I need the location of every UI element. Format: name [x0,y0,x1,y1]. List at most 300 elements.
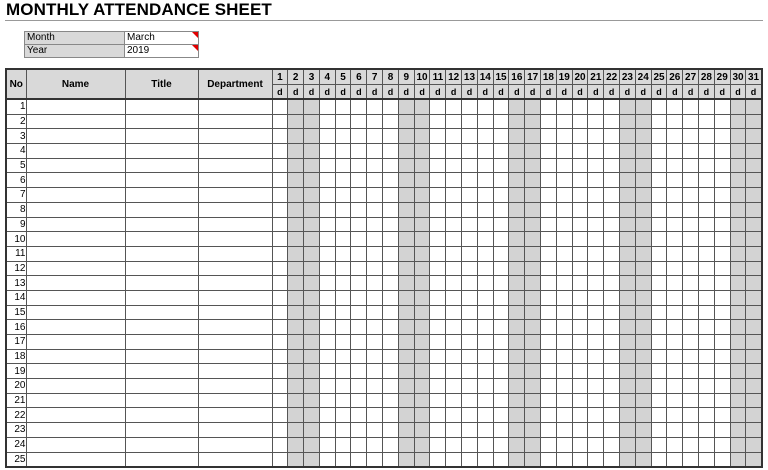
title-cell[interactable] [125,129,198,144]
day-31-cell[interactable] [746,408,762,423]
day-8-cell[interactable] [383,276,399,291]
day-18-cell[interactable] [541,349,557,364]
day-14-cell[interactable] [477,276,493,291]
day-10-cell[interactable] [414,114,430,129]
day-5-cell[interactable] [335,232,351,247]
day-14-cell[interactable] [477,320,493,335]
day-8-cell[interactable] [383,437,399,452]
day-3-cell[interactable] [304,379,320,394]
day-4-cell[interactable] [319,232,335,247]
day-24-cell[interactable] [635,437,651,452]
day-15-cell[interactable] [493,99,509,114]
day-19-cell[interactable] [556,423,572,438]
day-27-cell[interactable] [683,379,699,394]
day-11-cell[interactable] [430,114,446,129]
department-cell[interactable] [198,114,272,129]
day-3-cell[interactable] [304,290,320,305]
day-13-cell[interactable] [462,261,478,276]
day-28-cell[interactable] [699,364,715,379]
day-2-cell[interactable] [288,114,304,129]
department-cell[interactable] [198,129,272,144]
day-19-cell[interactable] [556,408,572,423]
day-9-cell[interactable] [398,379,414,394]
day-20-cell[interactable] [572,188,588,203]
name-cell[interactable] [26,393,125,408]
department-cell[interactable] [198,261,272,276]
day-12-cell[interactable] [446,423,462,438]
day-12-cell[interactable] [446,379,462,394]
day-16-cell[interactable] [509,217,525,232]
day-22-cell[interactable] [604,437,620,452]
day-10-cell[interactable] [414,437,430,452]
day-2-cell[interactable] [288,173,304,188]
name-cell[interactable] [26,232,125,247]
name-cell[interactable] [26,349,125,364]
day-26-cell[interactable] [667,290,683,305]
day-20-cell[interactable] [572,114,588,129]
day-18-cell[interactable] [541,379,557,394]
day-31-cell[interactable] [746,305,762,320]
day-14-cell[interactable] [477,408,493,423]
day-22-cell[interactable] [604,217,620,232]
day-22-cell[interactable] [604,129,620,144]
title-cell[interactable] [125,349,198,364]
day-7-cell[interactable] [367,290,383,305]
day-19-cell[interactable] [556,144,572,159]
day-12-cell[interactable] [446,276,462,291]
day-29-cell[interactable] [714,261,730,276]
day-20-cell[interactable] [572,452,588,467]
day-2-cell[interactable] [288,423,304,438]
day-12-cell[interactable] [446,452,462,467]
day-18-cell[interactable] [541,437,557,452]
day-17-cell[interactable] [525,305,541,320]
day-12-cell[interactable] [446,437,462,452]
day-18-cell[interactable] [541,202,557,217]
day-9-cell[interactable] [398,276,414,291]
day-5-cell[interactable] [335,437,351,452]
day-22-cell[interactable] [604,276,620,291]
day-3-cell[interactable] [304,114,320,129]
day-23-cell[interactable] [620,114,636,129]
day-25-cell[interactable] [651,99,667,114]
day-28-cell[interactable] [699,290,715,305]
day-22-cell[interactable] [604,99,620,114]
day-1-cell[interactable] [272,408,288,423]
day-21-cell[interactable] [588,423,604,438]
day-31-cell[interactable] [746,144,762,159]
day-3-cell[interactable] [304,349,320,364]
title-cell[interactable] [125,114,198,129]
day-24-cell[interactable] [635,276,651,291]
day-8-cell[interactable] [383,290,399,305]
day-19-cell[interactable] [556,202,572,217]
day-26-cell[interactable] [667,452,683,467]
day-17-cell[interactable] [525,349,541,364]
day-23-cell[interactable] [620,246,636,261]
day-16-cell[interactable] [509,437,525,452]
name-cell[interactable] [26,144,125,159]
day-14-cell[interactable] [477,158,493,173]
day-8-cell[interactable] [383,393,399,408]
day-22-cell[interactable] [604,290,620,305]
day-22-cell[interactable] [604,364,620,379]
name-cell[interactable] [26,452,125,467]
day-9-cell[interactable] [398,114,414,129]
day-21-cell[interactable] [588,364,604,379]
day-27-cell[interactable] [683,305,699,320]
day-7-cell[interactable] [367,393,383,408]
day-31-cell[interactable] [746,379,762,394]
day-17-cell[interactable] [525,158,541,173]
day-6-cell[interactable] [351,305,367,320]
day-4-cell[interactable] [319,202,335,217]
day-11-cell[interactable] [430,173,446,188]
day-22-cell[interactable] [604,188,620,203]
day-15-cell[interactable] [493,217,509,232]
department-cell[interactable] [198,290,272,305]
day-16-cell[interactable] [509,246,525,261]
day-28-cell[interactable] [699,173,715,188]
day-29-cell[interactable] [714,364,730,379]
day-25-cell[interactable] [651,290,667,305]
day-19-cell[interactable] [556,276,572,291]
title-cell[interactable] [125,393,198,408]
day-3-cell[interactable] [304,423,320,438]
day-28-cell[interactable] [699,335,715,350]
day-3-cell[interactable] [304,188,320,203]
day-29-cell[interactable] [714,320,730,335]
day-16-cell[interactable] [509,408,525,423]
day-8-cell[interactable] [383,129,399,144]
day-19-cell[interactable] [556,217,572,232]
day-5-cell[interactable] [335,173,351,188]
day-19-cell[interactable] [556,129,572,144]
day-21-cell[interactable] [588,437,604,452]
day-29-cell[interactable] [714,217,730,232]
department-cell[interactable] [198,173,272,188]
day-17-cell[interactable] [525,217,541,232]
month-value-cell[interactable]: March [125,32,199,45]
day-22-cell[interactable] [604,305,620,320]
day-26-cell[interactable] [667,349,683,364]
day-4-cell[interactable] [319,114,335,129]
department-cell[interactable] [198,246,272,261]
day-15-cell[interactable] [493,335,509,350]
day-14-cell[interactable] [477,173,493,188]
day-30-cell[interactable] [730,129,746,144]
name-cell[interactable] [26,364,125,379]
day-21-cell[interactable] [588,379,604,394]
title-cell[interactable] [125,202,198,217]
day-30-cell[interactable] [730,246,746,261]
day-25-cell[interactable] [651,144,667,159]
department-cell[interactable] [198,276,272,291]
day-3-cell[interactable] [304,246,320,261]
day-31-cell[interactable] [746,114,762,129]
day-23-cell[interactable] [620,305,636,320]
day-24-cell[interactable] [635,144,651,159]
day-19-cell[interactable] [556,335,572,350]
title-cell[interactable] [125,437,198,452]
day-25-cell[interactable] [651,423,667,438]
day-13-cell[interactable] [462,364,478,379]
day-29-cell[interactable] [714,99,730,114]
day-28-cell[interactable] [699,393,715,408]
day-14-cell[interactable] [477,290,493,305]
day-9-cell[interactable] [398,305,414,320]
day-8-cell[interactable] [383,261,399,276]
day-31-cell[interactable] [746,452,762,467]
day-11-cell[interactable] [430,158,446,173]
department-cell[interactable] [198,305,272,320]
day-23-cell[interactable] [620,423,636,438]
day-6-cell[interactable] [351,232,367,247]
day-12-cell[interactable] [446,408,462,423]
day-16-cell[interactable] [509,158,525,173]
day-3-cell[interactable] [304,437,320,452]
day-5-cell[interactable] [335,261,351,276]
day-29-cell[interactable] [714,158,730,173]
day-9-cell[interactable] [398,261,414,276]
day-8-cell[interactable] [383,99,399,114]
day-30-cell[interactable] [730,290,746,305]
day-1-cell[interactable] [272,232,288,247]
day-13-cell[interactable] [462,452,478,467]
day-5-cell[interactable] [335,290,351,305]
day-21-cell[interactable] [588,217,604,232]
day-25-cell[interactable] [651,320,667,335]
day-5-cell[interactable] [335,364,351,379]
day-9-cell[interactable] [398,217,414,232]
day-12-cell[interactable] [446,320,462,335]
day-30-cell[interactable] [730,232,746,247]
day-11-cell[interactable] [430,202,446,217]
day-2-cell[interactable] [288,452,304,467]
day-30-cell[interactable] [730,188,746,203]
day-14-cell[interactable] [477,144,493,159]
day-30-cell[interactable] [730,320,746,335]
day-30-cell[interactable] [730,335,746,350]
name-cell[interactable] [26,217,125,232]
day-27-cell[interactable] [683,129,699,144]
title-cell[interactable] [125,158,198,173]
day-21-cell[interactable] [588,305,604,320]
day-25-cell[interactable] [651,364,667,379]
day-14-cell[interactable] [477,379,493,394]
day-8-cell[interactable] [383,246,399,261]
day-11-cell[interactable] [430,437,446,452]
day-25-cell[interactable] [651,452,667,467]
day-17-cell[interactable] [525,290,541,305]
day-1-cell[interactable] [272,320,288,335]
day-10-cell[interactable] [414,320,430,335]
day-31-cell[interactable] [746,349,762,364]
day-25-cell[interactable] [651,335,667,350]
day-8-cell[interactable] [383,305,399,320]
day-21-cell[interactable] [588,452,604,467]
day-18-cell[interactable] [541,290,557,305]
day-27-cell[interactable] [683,217,699,232]
day-17-cell[interactable] [525,114,541,129]
title-cell[interactable] [125,290,198,305]
day-26-cell[interactable] [667,232,683,247]
day-4-cell[interactable] [319,290,335,305]
day-30-cell[interactable] [730,158,746,173]
day-21-cell[interactable] [588,335,604,350]
name-cell[interactable] [26,276,125,291]
day-26-cell[interactable] [667,114,683,129]
day-29-cell[interactable] [714,437,730,452]
title-cell[interactable] [125,261,198,276]
day-12-cell[interactable] [446,99,462,114]
day-9-cell[interactable] [398,364,414,379]
day-30-cell[interactable] [730,202,746,217]
day-8-cell[interactable] [383,114,399,129]
day-7-cell[interactable] [367,232,383,247]
day-16-cell[interactable] [509,129,525,144]
day-27-cell[interactable] [683,320,699,335]
day-15-cell[interactable] [493,364,509,379]
day-6-cell[interactable] [351,217,367,232]
day-4-cell[interactable] [319,437,335,452]
day-11-cell[interactable] [430,423,446,438]
day-25-cell[interactable] [651,379,667,394]
name-cell[interactable] [26,379,125,394]
day-27-cell[interactable] [683,202,699,217]
day-28-cell[interactable] [699,276,715,291]
department-cell[interactable] [198,393,272,408]
day-29-cell[interactable] [714,393,730,408]
day-27-cell[interactable] [683,423,699,438]
day-12-cell[interactable] [446,349,462,364]
day-16-cell[interactable] [509,335,525,350]
department-cell[interactable] [198,452,272,467]
day-9-cell[interactable] [398,99,414,114]
day-16-cell[interactable] [509,173,525,188]
day-13-cell[interactable] [462,290,478,305]
day-13-cell[interactable] [462,423,478,438]
day-20-cell[interactable] [572,217,588,232]
day-8-cell[interactable] [383,364,399,379]
day-14-cell[interactable] [477,246,493,261]
day-15-cell[interactable] [493,158,509,173]
day-24-cell[interactable] [635,202,651,217]
department-cell[interactable] [198,217,272,232]
day-2-cell[interactable] [288,320,304,335]
day-20-cell[interactable] [572,276,588,291]
day-6-cell[interactable] [351,114,367,129]
day-7-cell[interactable] [367,320,383,335]
day-1-cell[interactable] [272,261,288,276]
day-1-cell[interactable] [272,452,288,467]
day-20-cell[interactable] [572,393,588,408]
day-31-cell[interactable] [746,246,762,261]
day-25-cell[interactable] [651,232,667,247]
day-26-cell[interactable] [667,379,683,394]
title-cell[interactable] [125,305,198,320]
day-1-cell[interactable] [272,173,288,188]
day-20-cell[interactable] [572,232,588,247]
department-cell[interactable] [198,437,272,452]
day-11-cell[interactable] [430,364,446,379]
day-17-cell[interactable] [525,423,541,438]
day-30-cell[interactable] [730,437,746,452]
day-8-cell[interactable] [383,188,399,203]
day-22-cell[interactable] [604,246,620,261]
day-25-cell[interactable] [651,305,667,320]
title-cell[interactable] [125,99,198,114]
day-15-cell[interactable] [493,173,509,188]
day-13-cell[interactable] [462,158,478,173]
day-1-cell[interactable] [272,349,288,364]
day-8-cell[interactable] [383,320,399,335]
day-2-cell[interactable] [288,188,304,203]
day-26-cell[interactable] [667,320,683,335]
day-10-cell[interactable] [414,99,430,114]
day-16-cell[interactable] [509,379,525,394]
day-10-cell[interactable] [414,408,430,423]
day-22-cell[interactable] [604,173,620,188]
day-26-cell[interactable] [667,144,683,159]
title-cell[interactable] [125,246,198,261]
day-20-cell[interactable] [572,423,588,438]
day-10-cell[interactable] [414,379,430,394]
day-9-cell[interactable] [398,158,414,173]
day-15-cell[interactable] [493,452,509,467]
day-23-cell[interactable] [620,320,636,335]
day-3-cell[interactable] [304,408,320,423]
day-6-cell[interactable] [351,158,367,173]
day-5-cell[interactable] [335,129,351,144]
day-23-cell[interactable] [620,290,636,305]
day-21-cell[interactable] [588,276,604,291]
day-8-cell[interactable] [383,423,399,438]
day-1-cell[interactable] [272,379,288,394]
day-31-cell[interactable] [746,276,762,291]
day-13-cell[interactable] [462,349,478,364]
day-6-cell[interactable] [351,393,367,408]
day-23-cell[interactable] [620,202,636,217]
day-28-cell[interactable] [699,202,715,217]
day-10-cell[interactable] [414,188,430,203]
day-5-cell[interactable] [335,320,351,335]
day-25-cell[interactable] [651,202,667,217]
day-9-cell[interactable] [398,144,414,159]
day-16-cell[interactable] [509,276,525,291]
day-22-cell[interactable] [604,349,620,364]
day-7-cell[interactable] [367,276,383,291]
day-16-cell[interactable] [509,202,525,217]
day-22-cell[interactable] [604,408,620,423]
day-20-cell[interactable] [572,437,588,452]
day-19-cell[interactable] [556,290,572,305]
day-23-cell[interactable] [620,144,636,159]
day-22-cell[interactable] [604,158,620,173]
day-13-cell[interactable] [462,379,478,394]
day-10-cell[interactable] [414,335,430,350]
day-18-cell[interactable] [541,188,557,203]
day-3-cell[interactable] [304,99,320,114]
day-28-cell[interactable] [699,423,715,438]
day-19-cell[interactable] [556,261,572,276]
day-16-cell[interactable] [509,349,525,364]
day-18-cell[interactable] [541,305,557,320]
day-20-cell[interactable] [572,158,588,173]
day-13-cell[interactable] [462,305,478,320]
day-4-cell[interactable] [319,246,335,261]
day-1-cell[interactable] [272,335,288,350]
